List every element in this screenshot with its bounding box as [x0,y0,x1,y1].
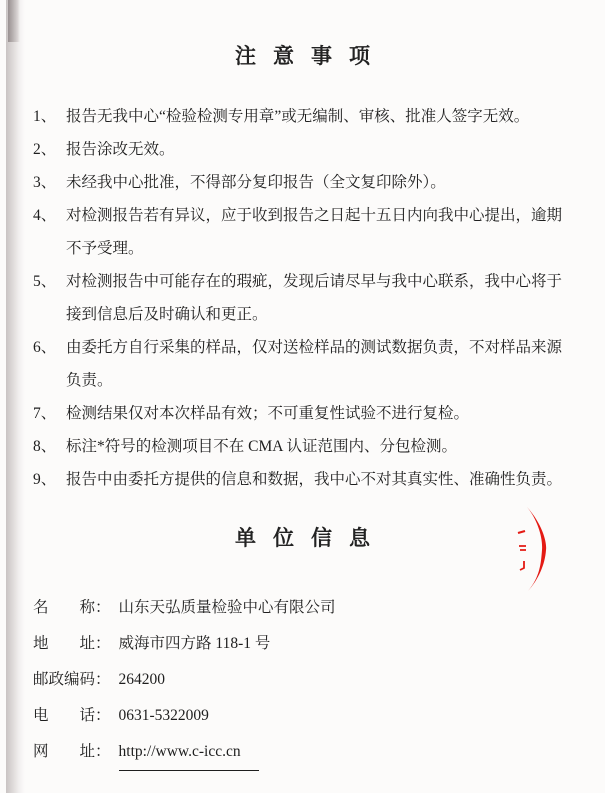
notice-item-number: 7、 [33,405,57,422]
field-separator: ： [95,599,111,616]
notice-item-text: 标注*符号的检测项目不在 CMA 认证范围内、分包检测。 [66,438,457,455]
unit-info-row-address [33,626,567,662]
notice-item-number: 9、 [33,471,57,488]
field-separator: ： [95,671,111,688]
notice-item-1 [33,100,567,133]
notice-item-7 [33,397,567,430]
notice-item-text: 对检测报告中可能存在的瑕疵，发现后请尽早与我中心联系，我中心将于接到信息后及时确认和更正。 [66,273,563,323]
notice-title: 注意事项 [235,44,387,68]
field-label: 地址 [33,635,95,652]
page-left-scan-shadow-top [8,0,20,42]
notice-item-4 [33,199,567,265]
notice-item-text: 报告无我中心“检验检测专用章”或无编制、审核、批准人签字无效。 [66,108,530,125]
field-value: 264200 [118,671,166,688]
notice-item-text: 报告涂改无效。 [66,141,175,158]
notice-item-text: 对检测报告若有异议，应于收到报告之日起十五日内向我中心提出，逾期不予受理。 [66,207,563,257]
notice-item-number: 6、 [33,339,57,356]
page-left-scan-shadow [6,0,26,793]
field-separator: ： [95,743,111,760]
website-url: http://www.c-icc.cn [119,734,259,771]
unit-info-block [33,590,567,770]
field-label: 名称 [33,599,95,616]
notice-item-text: 检测结果仅对本次样品有效；不可重复性试验不进行复检。 [66,405,470,422]
field-label: 邮政编码 [33,671,96,688]
field-separator: ： [95,707,111,724]
unit-info-row-website [33,734,567,770]
field-label: 网址 [33,743,95,760]
notice-item-number: 1、 [33,108,57,125]
unit-info-title: 单位信息 [235,526,387,550]
notice-item-5 [33,265,567,331]
notice-item-text: 由委托方自行采集的样品，仅对送检样品的测试数据负责，不对样品来源负责。 [66,339,563,389]
notice-item-number: 5、 [33,273,57,290]
notice-item-3 [33,166,567,199]
notice-list [33,100,567,496]
notice-item-2 [33,133,567,166]
field-value: 威海市四方路 118-1 号 [118,635,271,652]
notice-item-number: 3、 [33,174,57,191]
notice-item-text: 未经我中心批准，不得部分复印报告（全文复印除外）。 [66,174,446,191]
notice-item-6 [33,331,567,397]
notice-item-9 [33,463,567,496]
notice-item-number: 8、 [33,438,57,455]
field-separator: ： [95,635,111,652]
field-label: 电话 [33,707,95,724]
unit-info-row-phone [33,698,567,734]
notice-item-number: 2、 [33,141,57,158]
field-value: 山东天弘质量检验中心有限公司 [118,599,336,616]
unit-info-row-name [33,590,567,626]
notice-item-8 [33,430,567,463]
notice-item-number: 4、 [33,207,57,224]
unit-info-row-postcode [33,662,567,698]
field-value: 0631-5322009 [118,707,209,724]
notice-item-text: 报告中由委托方提供的信息和数据，我中心不对其真实性、准确性负责。 [66,471,563,488]
seal-mark-3 [520,561,524,570]
